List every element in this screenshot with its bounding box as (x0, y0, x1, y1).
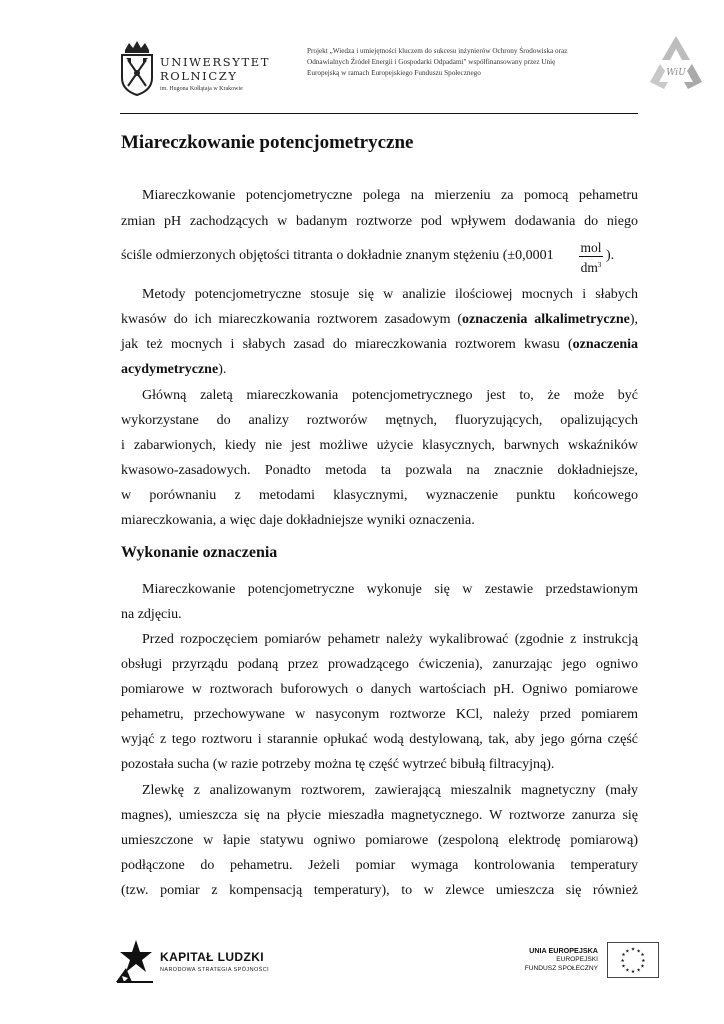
text-line: w porównaniu z metodami klasycznymi, wyznaczenie punktu końcowego (121, 488, 638, 503)
recycle-logo-icon (648, 33, 704, 93)
text-line: obsługi przyrządu podaną przez prowadzącego ćwiczenia), zanurzając jego ogniwo (121, 657, 638, 672)
text-line: umieszczone w łapie statywu ogniwo pomiarowe (zespoloną elektrodę pomiarową) (121, 833, 638, 848)
text-line: Główną zaletą miareczkowania potencjometrycznego jest to, że może być (142, 388, 638, 403)
text-line: Miareczkowanie potencjometryczne polega na mierzeniu za pomocą pehametru (142, 188, 638, 203)
svg-text:★: ★ (640, 964, 645, 970)
unit-fraction (579, 240, 603, 275)
eu-line: FUNDUSZ SPOŁECZNY (524, 965, 598, 972)
closing-parenthesis: ). (606, 248, 615, 263)
eu-line: UNIA EUROPEJSKA (529, 946, 598, 955)
university-name (160, 55, 270, 83)
text-line (121, 337, 638, 353)
text-line: Przed rozpoczęciem pomiarów pehametr należy wykalibrować (zgodnie z instrukcją (142, 632, 638, 647)
svg-text:★: ★ (640, 953, 645, 959)
text-line: pozostała sucha (w razie potrzeby można tę część wytrzeć bibułą filtracyjną). (121, 757, 555, 772)
text-line: Miareczkowanie potencjometryczne wykonuje się w zestawie przedstawionym (142, 582, 638, 597)
fraction-denominator (579, 258, 603, 275)
eu-flag-icon (607, 942, 659, 978)
text-line: magnes), umieszcza się na płycie mieszadła magnetycznego. W roztworze zanurza się (121, 808, 638, 823)
text-span: jak też mocnych i słabych zasad do miareczkowania roztworem kwasu ( (121, 337, 573, 352)
university-subtitle: im. Hugona Kołłątaja w Krakowie (160, 86, 243, 92)
text-line: wykorzystane do analizy roztworów mętnych, fluoryzujących, opalizujących (121, 413, 638, 428)
fraction-denominator-base: dm (580, 260, 598, 275)
recycle-logo-text: WiU (666, 68, 686, 78)
svg-text:★: ★ (620, 958, 625, 964)
bold-term: acydymetryczne (121, 362, 219, 377)
kapital-ludzki-title: KAPITAŁ LUDZKI (160, 950, 265, 964)
university-name-line1: UNIWERSYTET (160, 55, 270, 69)
fraction-bar (579, 256, 603, 257)
kapital-ludzki-logo-icon (114, 938, 154, 984)
svg-text:★: ★ (630, 970, 636, 976)
svg-text:★: ★ (621, 964, 626, 970)
text-line: na zdjęciu. (121, 607, 182, 622)
header-divider (120, 113, 638, 114)
text-span: ). (218, 362, 227, 377)
text-line: zmian pH zachodzących w badanym roztworze pod wpływem dodawania do niego (121, 214, 638, 229)
eu-fund-text (512, 946, 598, 973)
text-span: kwasów do ich miareczkowania roztworem zasadowym ( (121, 312, 463, 327)
text-line: i zabarwionych, kiedy nie jest możliwe użycie klasycznych, barwnych wskaźników (121, 438, 638, 453)
eu-line: EUROPEJSKI (556, 956, 598, 963)
svg-text:★: ★ (625, 968, 630, 974)
university-name-line2: ROLNICZY (160, 69, 238, 83)
university-crest-icon (119, 40, 155, 96)
project-line: Odnawialnych Źródeł Energii i Gospodarki Odpadami" współfinansowany przez Unię (307, 58, 556, 66)
text-line: podłączone do pehametru. Jeżeli pomiar wymaga kontrolowania temperatury (121, 858, 638, 873)
project-line: Projekt „Wiedza i umiejętności kluczem do sukcesu inżynierów Ochrony Środowiska oraz (307, 47, 568, 55)
text-line: Metody potencjometryczne stosuje się w analizie ilościowej mocnych i słabych (142, 287, 638, 302)
fraction-numerator: mol (580, 240, 602, 255)
svg-text:★: ★ (636, 949, 641, 955)
text-line: (tzw. pomiar z kompensacją temperatury), to w zlewce umieszcza się również (121, 883, 638, 898)
page-title: Miareczkowanie potencjometryczne (121, 132, 414, 153)
kapital-ludzki-subtitle: NARODOWA STRATEGIA SPÓJNOŚCI (160, 967, 269, 973)
text-line: wyjąć z tego roztworu i starannie opłukać wodą destylowaną, tak, aby jego górna część (121, 732, 638, 747)
text-line: ściśle odmierzonych objętości titranta o dokładnie znanym stężeniu (±0,0001 (121, 248, 554, 263)
svg-text:★: ★ (630, 947, 636, 953)
text-line: miareczkowania, a więc daje dokładniejsze wyniki oznaczenia. (121, 513, 475, 528)
text-line: pehametru, przechowywane w nasyconym roztworze KCl, należy przed pomiarem (121, 707, 638, 722)
svg-text:★: ★ (641, 958, 646, 964)
text-line (121, 312, 638, 328)
text-line: pomiarowe w roztworach buforowych o danych wartościach pH. Ogniwo pomiarowe (121, 682, 638, 697)
section-heading: Wykonanie oznaczenia (121, 544, 278, 561)
project-description (307, 46, 625, 79)
text-line: Zlewkę z analizowanym roztworem, zawierającą mieszalnik magnetyczny (mały (142, 783, 638, 798)
svg-text:★: ★ (636, 968, 641, 974)
text-line: kwasowo-zasadowych. Ponadto metoda ta pozwala na znacznie dokładniejsze, (121, 463, 638, 478)
project-line: Europejską w ramach Europejskiego Funduszu Społecznego (307, 69, 481, 77)
svg-text:★: ★ (625, 949, 630, 955)
bold-term: oznaczenia (572, 337, 638, 352)
fraction-exponent: 3 (597, 261, 602, 269)
page-header (0, 0, 724, 115)
text-span: ), (629, 312, 638, 327)
bold-term: oznaczenia alkalimetryczne (462, 312, 630, 327)
text-line (121, 362, 638, 378)
svg-text:★: ★ (621, 953, 626, 959)
